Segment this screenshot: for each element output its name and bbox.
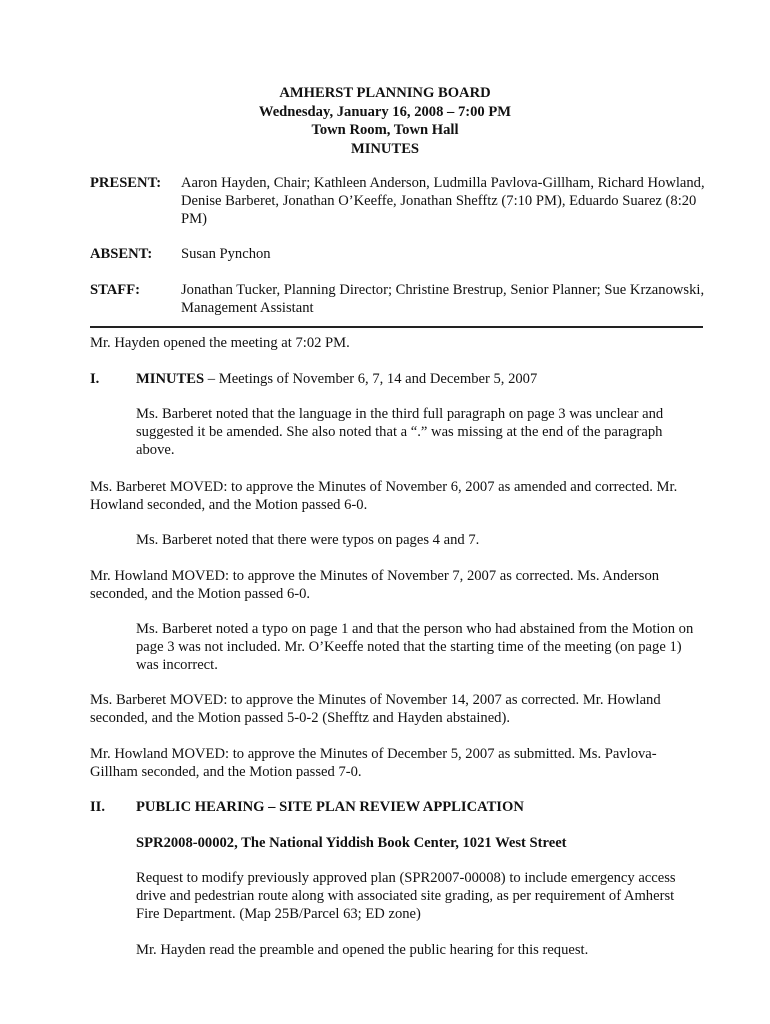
staff-value: Jonathan Tucker, Planning Director; Christine Brestrup, Senior Planner; Sue Krzanowski, Management Assistant (181, 282, 705, 316)
board-name: AMHERST PLANNING BOARD (279, 85, 491, 101)
minutes-note-3: Ms. Barberet noted a typo on page 1 and that the person who had abstained from the Motion on page 3 was not included. Mr. O’Keeffe noted that the starting time of the meeting (on page 1) was incorrect. (136, 621, 694, 673)
section-1-heading (136, 370, 706, 388)
application-title: SPR2008-00002, The National Yiddish Book Center, 1021 West Street (136, 835, 567, 851)
meeting-date: Wednesday, January 16, 2008 – 7:00 PM (258, 103, 512, 120)
section-1-number: I. (90, 371, 100, 387)
motion-2: Mr. Howland MOVED: to approve the Minutes of November 7, 2007 as corrected. Ms. Anderson seconded, and the Motion passed 6-0. (90, 568, 660, 602)
opening-paragraph: Mr. Hayden opened the meeting at 7:02 PM. (90, 335, 350, 351)
present-value: Aaron Hayden, Chair; Kathleen Anderson, Ludmilla Pavlova-Gillham, Richard Howland, Denise Barberet, Jonathan O’Keeffe, Jonathan Shefftz (7:10 PM), Eduardo Suarez (8:20 PM) (181, 175, 705, 227)
absent-label: ABSENT: (90, 246, 153, 262)
application-request: Request to modify previously approved plan (SPR2007-00008) to include emergency access drive and pedestrian route along with associated site grading, as per requirement of Amherst Fire Department. (Map 25B/Parcel 63; ED zone) (136, 870, 676, 922)
minutes-note-2: Ms. Barberet noted that there were typos on pages 4 and 7. (136, 532, 480, 548)
section-1-title: MINUTES (136, 371, 205, 387)
section-2-number: II. (90, 799, 106, 815)
minutes-note-1: Ms. Barberet noted that the language in the third full paragraph on page 3 was unclear and suggested it be amended. She also noted that a “.” was missing at the end of the paragraph above. (136, 406, 664, 458)
section-1-subtitle: – Meetings of November 6, 7, 14 and December 5, 2007 (204, 371, 538, 387)
document-title: MINUTES (350, 140, 420, 157)
header-divider (90, 326, 703, 328)
present-label: PRESENT: (90, 175, 162, 191)
meeting-location: Town Room, Town Hall (311, 122, 459, 138)
absent-value: Susan Pynchon (181, 246, 271, 262)
motion-4: Mr. Howland MOVED: to approve the Minutes of December 5, 2007 as submitted. Ms. Pavlova-Gillham seconded, and the Motion passed 7-0. (90, 746, 657, 780)
hearing-opening: Mr. Hayden read the preamble and opened the public hearing for this request. (136, 942, 589, 958)
motion-1: Ms. Barberet MOVED: to approve the Minutes of November 6, 2007 as amended and corrected. Mr. Howland seconded, and the Motion passed 6-0. (90, 479, 678, 513)
document-header (0, 84, 770, 158)
motion-3: Ms. Barberet MOVED: to approve the Minutes of November 14, 2007 as corrected. Mr. Howland seconded, and the Motion passed 5-0-2 (Shefftz and Hayden abstained). (90, 692, 661, 726)
section-2-title: PUBLIC HEARING – SITE PLAN REVIEW APPLICATION (136, 799, 524, 815)
staff-label: STAFF: (90, 282, 140, 298)
